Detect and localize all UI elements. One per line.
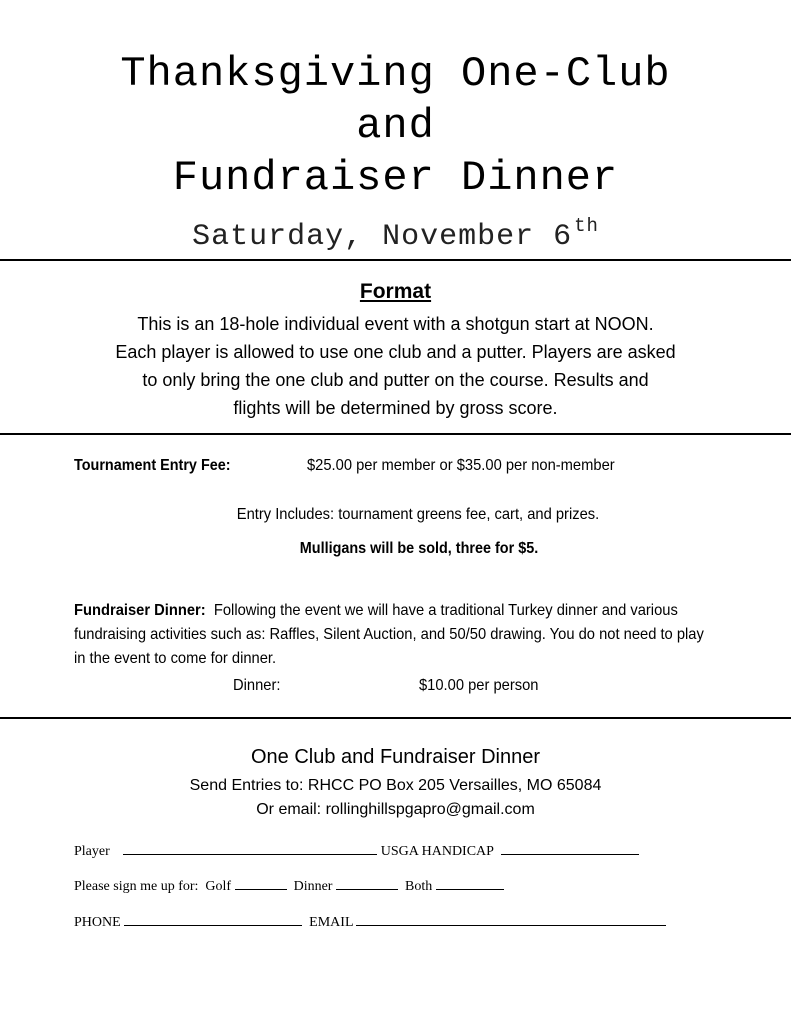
entry-fee-label: Tournament Entry Fee: — [74, 457, 231, 474]
phone-field[interactable] — [124, 913, 302, 926]
signup-row — [74, 877, 504, 895]
divider — [0, 259, 791, 261]
event-date — [0, 207, 791, 256]
player-label: Player — [74, 844, 110, 859]
dinner-option-label: Dinner — [293, 879, 333, 894]
entry-fee-value: $25.00 per member or $35.00 per non-member — [307, 457, 615, 474]
player-field[interactable] — [123, 842, 377, 855]
dinner-field[interactable] — [336, 877, 398, 890]
title-line-2: and — [356, 102, 435, 150]
send-entries: Send Entries to: RHCC PO Box 205 Versailles, MO 65084 — [189, 777, 602, 794]
both-label: Both — [404, 879, 433, 894]
divider — [0, 717, 791, 719]
phone-label: PHONE — [74, 915, 121, 930]
entry-includes: Entry Includes: tournament greens fee, cart, and prizes. — [236, 506, 600, 523]
dinner-label: Fundraiser Dinner: — [74, 602, 206, 619]
handicap-field[interactable] — [501, 842, 639, 855]
contact-row — [74, 913, 666, 931]
handicap-label: USGA HANDICAP — [380, 844, 494, 859]
format-line: to only bring the one club and putter on the course. Results and — [142, 370, 649, 390]
event-date-text: Saturday, November 6 — [192, 220, 573, 254]
email-label: EMAIL — [309, 915, 353, 930]
golf-field[interactable] — [235, 877, 287, 890]
both-field[interactable] — [436, 877, 504, 890]
format-line: This is an 18-hole individual event with a shotgun start at NOON. — [137, 314, 654, 334]
format-line: Each player is allowed to use one club and a putter. Players are asked — [115, 342, 676, 362]
format-line: flights will be determined by gross score. — [233, 398, 558, 418]
event-date-suffix: th — [574, 215, 599, 237]
format-heading: Format — [359, 280, 432, 303]
dinner-price: $10.00 per person — [419, 677, 539, 694]
player-row — [74, 842, 639, 860]
golf-label: Golf — [205, 879, 232, 894]
dinner-price-label: Dinner: — [233, 677, 281, 694]
mulligans-note: Mulligans will be sold, three for $5. — [299, 540, 539, 557]
title-line-3: Fundraiser Dinner — [172, 154, 619, 202]
divider — [0, 433, 791, 435]
dinner-text: Following the event we will have a traditional Turkey dinner and various fundraising activities such as: Raffles, Silent Auction, and 50/50 drawing. You do not need to play in the event to come for dinner. — [74, 602, 704, 667]
title-line-1: Thanksgiving One-Club — [120, 50, 671, 98]
entries-email: Or email: rollinghillspgapro@gmail.com — [256, 801, 535, 818]
dinner-description — [74, 599, 718, 671]
entries-title: One Club and Fundraiser Dinner — [250, 746, 541, 768]
email-field[interactable] — [356, 913, 666, 926]
signup-label: Please sign me up for: — [74, 879, 199, 894]
